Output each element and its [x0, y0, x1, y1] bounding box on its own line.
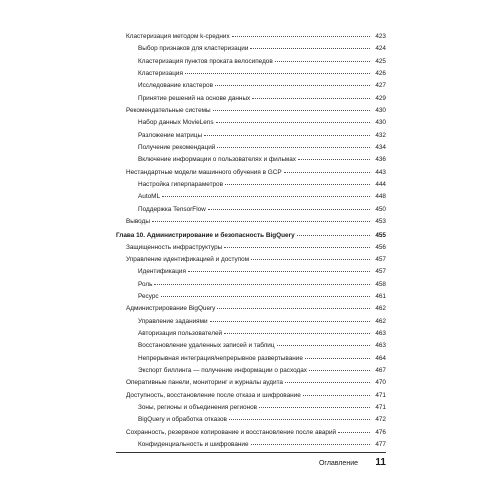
toc-entry-page: 471: [375, 403, 386, 411]
dot-leader: [217, 308, 370, 309]
toc-entry[interactable]: [116, 279, 386, 291]
dot-leader: [154, 284, 370, 285]
toc-entry-page: 427: [375, 82, 386, 90]
toc-entry[interactable]: [116, 439, 386, 451]
toc-entry-page: 430: [375, 107, 386, 115]
toc-chapter-entry[interactable]: [116, 229, 386, 242]
dot-leader: [224, 333, 370, 334]
toc-entry-title: Разложение матрицы: [138, 131, 203, 139]
toc-entry-page: 430: [375, 119, 386, 127]
dot-leader: [305, 358, 370, 359]
toc-entry-page: 455: [375, 231, 386, 239]
toc-entry-title: Получение рекомендаций: [138, 144, 216, 152]
toc-entry-title: Набор данных MovieLens: [138, 119, 214, 127]
toc-entry-page: 429: [375, 94, 386, 102]
toc-entry-title: Авторизация пользователей: [138, 329, 223, 337]
toc-entry-page: 457: [375, 268, 386, 276]
toc-entry[interactable]: [116, 316, 386, 328]
toc-entry[interactable]: [116, 93, 386, 105]
toc-entry-page: 463: [375, 342, 386, 350]
toc-entry-page: 424: [375, 45, 386, 53]
dot-leader: [213, 110, 370, 111]
toc-entry-title: Непрерывная интеграция/непрерывное развертывание: [138, 354, 303, 362]
toc-entry-title: Кластеризация: [138, 70, 183, 78]
toc-entry-title: Роль: [138, 280, 153, 288]
dot-leader: [217, 147, 370, 148]
dot-leader: [277, 345, 370, 346]
dot-leader: [251, 259, 370, 260]
toc-entry-page: 457: [375, 255, 386, 263]
toc-entry[interactable]: [116, 402, 386, 414]
toc-entry-title: BigQuery и обработка отказов: [138, 416, 227, 424]
toc-entry-page: 436: [375, 156, 386, 164]
toc-entry-page: 472: [375, 416, 386, 424]
toc-entry-title: Выводы: [126, 218, 150, 226]
dot-leader: [215, 85, 370, 86]
dot-leader: [208, 209, 370, 210]
toc-entry-page: 425: [375, 57, 386, 65]
toc-entry-page: 450: [375, 205, 386, 213]
toc-entry[interactable]: [116, 43, 386, 55]
dot-leader: [161, 296, 370, 297]
dot-leader: [298, 159, 370, 160]
toc-entry-page: 423: [375, 33, 386, 40]
toc-entry-page: 461: [375, 292, 386, 300]
toc-entry[interactable]: [116, 291, 386, 303]
toc-entry-title: Ресурс: [138, 292, 159, 300]
toc-entry-title: Восстановление удаленных записей и таблиц: [138, 342, 275, 350]
toc-entry-title: Администрирование BigQuery: [126, 305, 216, 313]
dot-leader: [204, 135, 370, 136]
dot-leader: [232, 36, 370, 37]
toc-entry-title: Кластеризация пунктов проката велосипедов: [138, 57, 273, 65]
toc-entry-title: AutoML: [138, 193, 161, 201]
toc-entry-title: Оперативные панели, мониторинг и журналы аудита: [126, 379, 283, 387]
toc-entry[interactable]: [116, 377, 386, 389]
toc-entry-title: Исследование кластеров: [138, 82, 213, 90]
toc-entry-title: Идентификация: [138, 268, 186, 276]
toc-entry-title: Включение информации о пользователях и фильмах: [138, 156, 296, 164]
toc-entry[interactable]: [116, 117, 386, 129]
toc-entry-title: Сохранность, резервное копирование и восстановление после аварий: [126, 428, 337, 436]
toc-entry[interactable]: [116, 142, 386, 154]
dot-leader: [252, 98, 370, 99]
toc-entry[interactable]: [116, 80, 386, 92]
toc-entry[interactable]: [116, 328, 386, 340]
toc-entry[interactable]: [116, 191, 386, 203]
dot-leader: [297, 235, 370, 236]
dot-leader: [303, 395, 370, 396]
dot-leader: [284, 172, 370, 173]
dot-leader: [275, 61, 370, 62]
toc-entry[interactable]: [116, 179, 386, 191]
toc-entry[interactable]: [116, 56, 386, 68]
toc-entry-title: Рекомендательные системы: [126, 107, 211, 115]
dot-leader: [338, 432, 370, 433]
toc-entry-page: 471: [375, 391, 386, 399]
page-footer: [116, 452, 386, 468]
toc-entry[interactable]: [116, 242, 386, 254]
toc-entry-page: 456: [375, 243, 386, 251]
toc-entry[interactable]: [116, 216, 386, 228]
dot-leader: [185, 73, 370, 74]
dot-leader: [152, 221, 370, 222]
toc-entry-page: 476: [375, 428, 386, 436]
toc-entry-page: 462: [375, 305, 386, 313]
toc-entry-page: 444: [375, 181, 386, 189]
toc-entry-title: Защищенность инфраструктуры: [126, 243, 223, 251]
toc-entry[interactable]: [116, 353, 386, 365]
toc-entry-title: Управление идентификацией и доступом: [126, 255, 250, 263]
toc-entry-page: 458: [375, 280, 386, 288]
toc-entry-page: 432: [375, 131, 386, 139]
toc-entry-title: Поддержка TensorFlow: [138, 205, 206, 213]
toc-entry-page: 448: [375, 193, 386, 201]
toc-entry-title: Настройка гиперпараметров: [138, 181, 223, 189]
toc-entry-title: Выбор признаков для кластеризации: [138, 45, 249, 53]
footer-section-label: Оглавление: [318, 460, 358, 467]
toc-entry-title: Кластеризация методом k-средних: [126, 33, 230, 40]
toc-entry-page: 470: [375, 379, 386, 387]
toc-entry[interactable]: [116, 365, 386, 377]
toc-entry-page: 434: [375, 144, 386, 152]
dot-leader: [216, 122, 370, 123]
table-of-contents: [116, 31, 386, 451]
dot-leader: [259, 407, 370, 408]
toc-entry[interactable]: [116, 390, 386, 402]
toc-entry[interactable]: [116, 340, 386, 352]
toc-entry-title: Зоны, регионы и объединения регионов: [138, 403, 258, 411]
toc-entry-page: 462: [375, 317, 386, 325]
toc-entry-title: Конфиденциальность и шифрование: [138, 441, 249, 448]
dot-leader: [309, 370, 370, 371]
toc-entry-page: 443: [375, 168, 386, 176]
toc-entry-page: 426: [375, 70, 386, 78]
toc-entry[interactable]: [116, 427, 386, 439]
dot-leader: [225, 184, 370, 185]
toc-entry[interactable]: [116, 204, 386, 216]
toc-entry-title: Экспорт биллинга — получение информации о расходах: [138, 366, 308, 374]
toc-entry[interactable]: [116, 266, 386, 278]
dot-leader: [224, 247, 370, 248]
toc-entry-page: 467: [375, 366, 386, 374]
toc-entry-title: Глава 10. Администрирование и безопасность BigQuery: [116, 231, 295, 239]
toc-entry[interactable]: [116, 130, 386, 142]
toc-entry[interactable]: [116, 154, 386, 166]
toc-entry[interactable]: [116, 414, 386, 426]
toc-entry-title: Доступность, восстановление после отказа и шифрование: [126, 391, 301, 399]
toc-entry-title: Нестандартные модели машинного обучения в GCP: [126, 168, 282, 176]
toc-entry-title: Управление заданиями: [138, 317, 208, 325]
dot-leader: [285, 382, 370, 383]
dot-leader: [162, 196, 370, 197]
dot-leader: [229, 419, 370, 420]
toc-entry[interactable]: [116, 254, 386, 266]
dot-leader: [251, 444, 370, 445]
toc-entry[interactable]: [116, 105, 386, 117]
dot-leader: [250, 48, 370, 49]
toc-entry[interactable]: [116, 68, 386, 80]
toc-entry[interactable]: [116, 31, 386, 43]
toc-entry[interactable]: [116, 167, 386, 179]
toc-entry-page: 453: [375, 218, 386, 226]
toc-entry-page: 464: [375, 354, 386, 362]
dot-leader: [210, 321, 370, 322]
dot-leader: [188, 271, 370, 272]
toc-entry-title: Принятие решений на основе данных: [138, 94, 251, 102]
toc-entry-page: 477: [375, 441, 386, 448]
footer-page-number: 11: [375, 457, 386, 468]
toc-entry[interactable]: [116, 303, 386, 315]
toc-entry-page: 463: [375, 329, 386, 337]
